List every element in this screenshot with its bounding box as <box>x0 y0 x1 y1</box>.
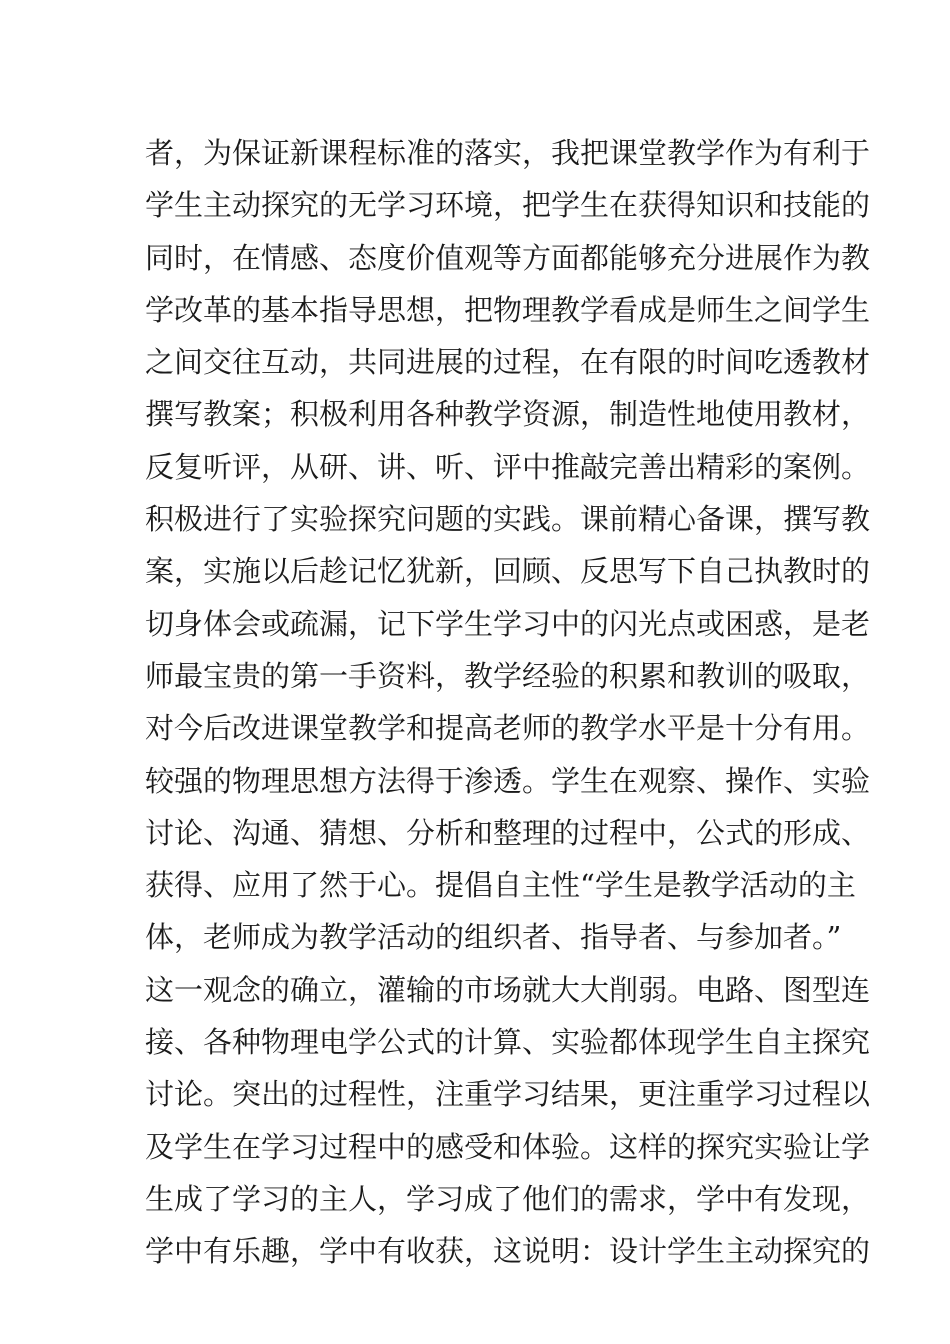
text-line: 反复听评，从研、讲、听、评中推敲完善出精彩的案例。 <box>145 449 871 484</box>
text-line: 体，老师成为教学活动的组织者、指导者、与参加者。” <box>145 920 842 955</box>
text-line: 讨论、沟通、猜想、分析和整理的过程中，公式的形成、 <box>145 815 871 850</box>
text-line: 学中有乐趣，学中有收获，这说明：设计学生主动探究的 <box>145 1234 871 1269</box>
text-line: 积极进行了实验探究问题的实践。课前精心备课，撰写教 <box>145 502 871 537</box>
text-line: 获得、应用了然于心。提倡自主性“学生是教学活动的主 <box>145 868 856 903</box>
text-line: 之间交往互动，共同进展的过程，在有限的时间吃透教材 <box>145 345 871 380</box>
text-line: 学改革的基本指导思想，把物理教学看成是师生之间学生 <box>145 292 871 327</box>
text-line: 这一观念的确立，灌输的市场就大大削弱。电路、图型连 <box>145 972 871 1007</box>
text-line: 者，为保证新课程标准的落实，我把课堂教学作为有利于 <box>145 136 871 170</box>
text-line: 及学生在学习过程中的感受和体验。这样的探究实验让学 <box>145 1129 871 1164</box>
body-text <box>145 127 871 1278</box>
text-line: 案，实施以后趁记忆犹新，回顾、反思写下自己执教时的 <box>145 554 871 589</box>
text-line: 切身体会或疏漏，记下学生学习中的闪光点或困惑，是老 <box>145 606 871 641</box>
text-line: 撰写教案；积极利用各种教学资源，制造性地使用教材， <box>145 397 871 432</box>
text-line: 师最宝贵的第一手资料，教学经验的积累和教训的吸取， <box>145 658 871 693</box>
text-line: 生成了学习的主人，学习成了他们的需求，学中有发现， <box>145 1181 871 1216</box>
text-line: 同时，在情感、态度价值观等方面都能够充分进展作为教 <box>145 240 871 275</box>
text-line: 接、各种物理电学公式的计算、实验都体现学生自主探究 <box>145 1025 871 1060</box>
text-line: 学生主动探究的无学习环境，把学生在获得知识和技能的 <box>145 188 871 223</box>
text-line: 对今后改进课堂教学和提高老师的教学水平是十分有用。 <box>145 711 871 746</box>
text-line: 较强的物理思想方法得于渗透。学生在观察、操作、实验 <box>145 763 871 798</box>
text-line: 讨论。突出的过程性，注重学习结果，更注重学习过程以 <box>145 1077 871 1112</box>
